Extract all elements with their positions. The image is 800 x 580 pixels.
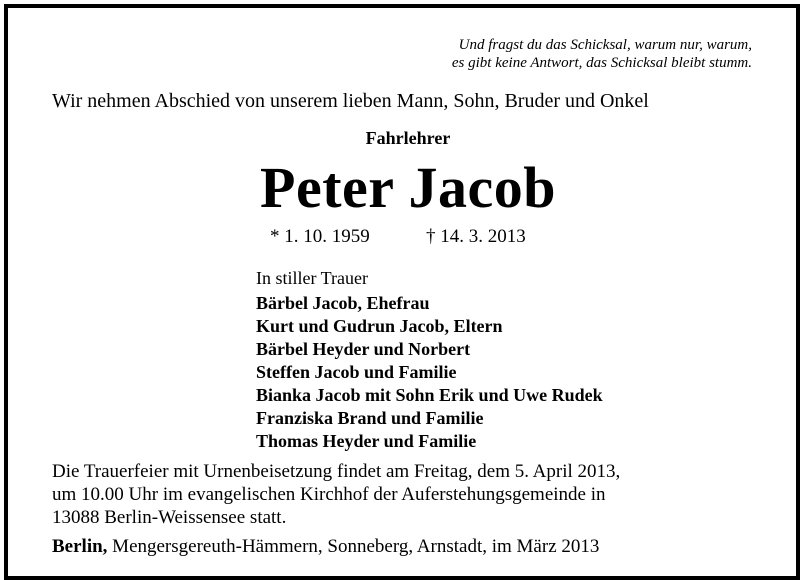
mourner-item: Thomas Heyder und Familie xyxy=(256,431,477,451)
funeral-line-1: Die Trauerfeier mit Urnenbeisetzung findet am Freitag, dem 5. April 2013, xyxy=(52,461,621,482)
deceased-name: Peter Jacob xyxy=(260,155,556,220)
death-date: † 14. 3. 2013 xyxy=(426,226,526,247)
footer-city: Berlin, xyxy=(52,536,108,557)
obituary-frame xyxy=(4,4,800,580)
quote-line-2: es gibt keine Antwort, das Schicksal bleibt stumm. xyxy=(451,55,752,71)
birth-date: * 1. 10. 1959 xyxy=(270,226,370,247)
mourner-item: Bärbel Jacob, Ehefrau xyxy=(256,293,430,313)
mourning-intro: In stiller Trauer xyxy=(256,268,368,288)
funeral-notice xyxy=(52,460,620,529)
quote-line-1: Und fragst du das Schicksal, warum nur, warum, xyxy=(458,37,752,53)
footer-place-list: Mengersgereuth-Hämmern, Sonneberg, Arnstadt, im März 2013 xyxy=(107,536,600,557)
mourner-item: Bärbel Heyder und Norbert xyxy=(256,339,471,359)
mourner-item: Kurt und Gudrun Jacob, Eltern xyxy=(256,316,503,336)
funeral-line-3: 13088 Berlin-Weissensee statt. xyxy=(52,507,287,528)
footer-places xyxy=(52,536,599,558)
quote xyxy=(452,36,752,72)
mourners-list xyxy=(256,292,603,453)
intro-text: Wir nehmen Abschied von unserem lieben Mann, Sohn, Bruder und Onkel xyxy=(52,90,649,112)
mourner-item: Bianka Jacob mit Sohn Erik und Uwe Rudek xyxy=(256,385,603,405)
funeral-line-2: um 10.00 Uhr im evangelischen Kirchhof der Auferstehungsgemeinde in xyxy=(52,484,606,505)
mourner-item: Franziska Brand und Familie xyxy=(256,408,484,428)
profession: Fahrlehrer xyxy=(365,128,451,148)
mourner-item: Steffen Jacob und Familie xyxy=(256,362,457,382)
